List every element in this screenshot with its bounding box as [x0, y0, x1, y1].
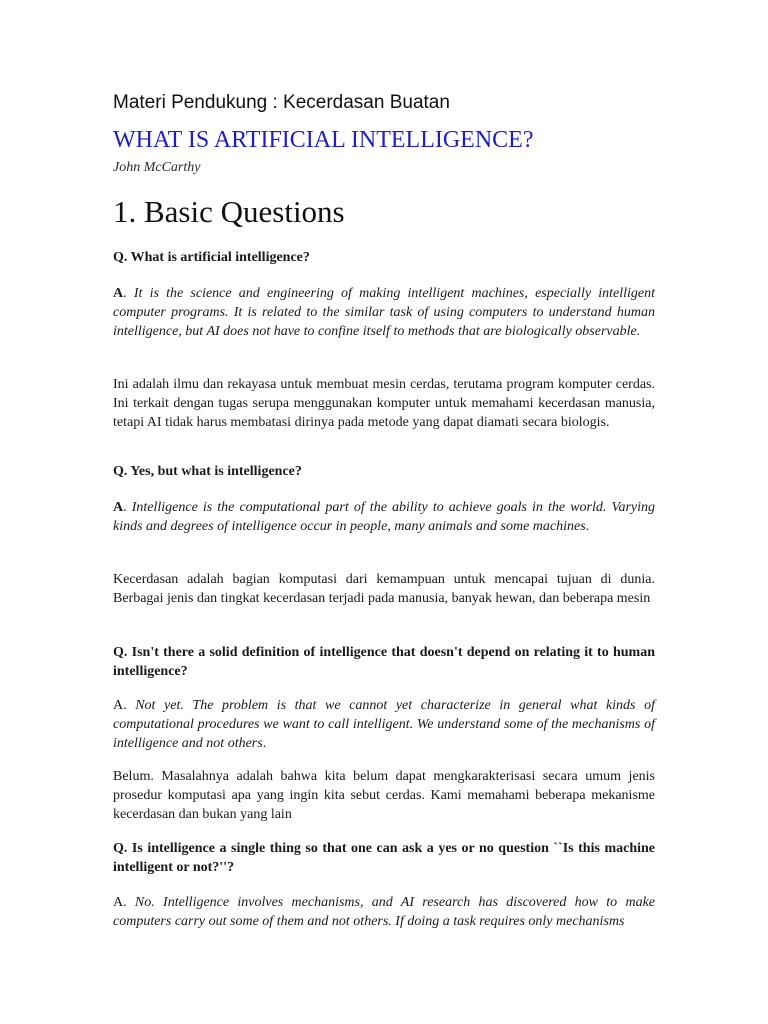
answer-1-prefix: A — [113, 286, 124, 301]
answer-3 — [113, 696, 655, 753]
translation-3: Belum. Masalahnya adalah bahwa kita belum dapat mengkarakterisasi secara umum jenis prosedur komputasi apa yang ingin kita sebut cerdas. Kami memahami beberapa mekanisme kecerdasan dan bukan yang lain — [113, 769, 655, 822]
answer-2-text: Intelligence is the computational part of the ability to achieve goals in the world. Varying kinds and degrees of intelligence occur in people, many animals and some machines — [113, 500, 655, 534]
section-heading: 1. Basic Questions — [113, 194, 345, 229]
answer-1-sep: . — [123, 286, 134, 301]
translation-1: Ini adalah ilmu dan rekayasa untuk membuat mesin cerdas, terutama program komputer cerdas. Ini terkait dengan tugas serupa menggunakan komputer untuk memahami kecerdasan manusia, tetapi AI tidak harus membatasi dirinya pada metode yang dapat diamati secara biologis. — [113, 377, 655, 430]
answer-1 — [113, 284, 655, 341]
answer-3-text: Not yet. The problem is that we cannot yet characterize in general what kinds of computational procedures we want to call intelligent. We understand some of the mechanisms of intelligence and not others — [113, 698, 655, 751]
answer-3-suffix: . — [262, 736, 267, 751]
answer-4-prefix: A. — [113, 895, 135, 910]
main-title: WHAT IS ARTIFICIAL INTELLIGENCE? — [113, 127, 534, 153]
question-4: Q. Is intelligence a single thing so that one can ask a yes or no question ``Is this machine intelligent or not?''? — [113, 841, 655, 875]
answer-4 — [113, 893, 655, 931]
answer-1-text: It is the science and engineering of making intelligent machines, especially intelligent computer programs. It is related to the similar task of using computers to understand human intelligence, but AI does not have to confine itself to methods that are biologically observable. — [113, 286, 656, 339]
answer-3-prefix: A. — [113, 698, 136, 713]
question-3: Q. Isn't there a solid definition of intelligence that doesn't depend on relating it to human intelligence? — [113, 645, 655, 679]
answer-2-suffix: . — [585, 519, 590, 534]
answer-4-text: No. Intelligence involves mechanisms, and AI research has discovered how to make computers carry out some of them and not others. If doing a task requires only mechanisms — [113, 895, 655, 929]
supplement-title: Materi Pendukung : Kecerdasan Buatan — [113, 92, 450, 113]
author-name: John McCarthy — [113, 160, 201, 175]
question-1: Q. What is artificial intelligence? — [113, 250, 310, 265]
answer-2-prefix: A — [113, 500, 124, 515]
answer-2-sep: . — [123, 500, 132, 515]
translation-2: Kecerdasan adalah bagian komputasi dari kemampuan untuk mencapai tujuan di dunia. Berbagai jenis dan tingkat kecerdasan terjadi pada manusia, banyak hewan, dan beberapa mesin — [113, 572, 655, 606]
question-2: Q. Yes, but what is intelligence? — [113, 464, 302, 479]
answer-2 — [113, 498, 655, 536]
